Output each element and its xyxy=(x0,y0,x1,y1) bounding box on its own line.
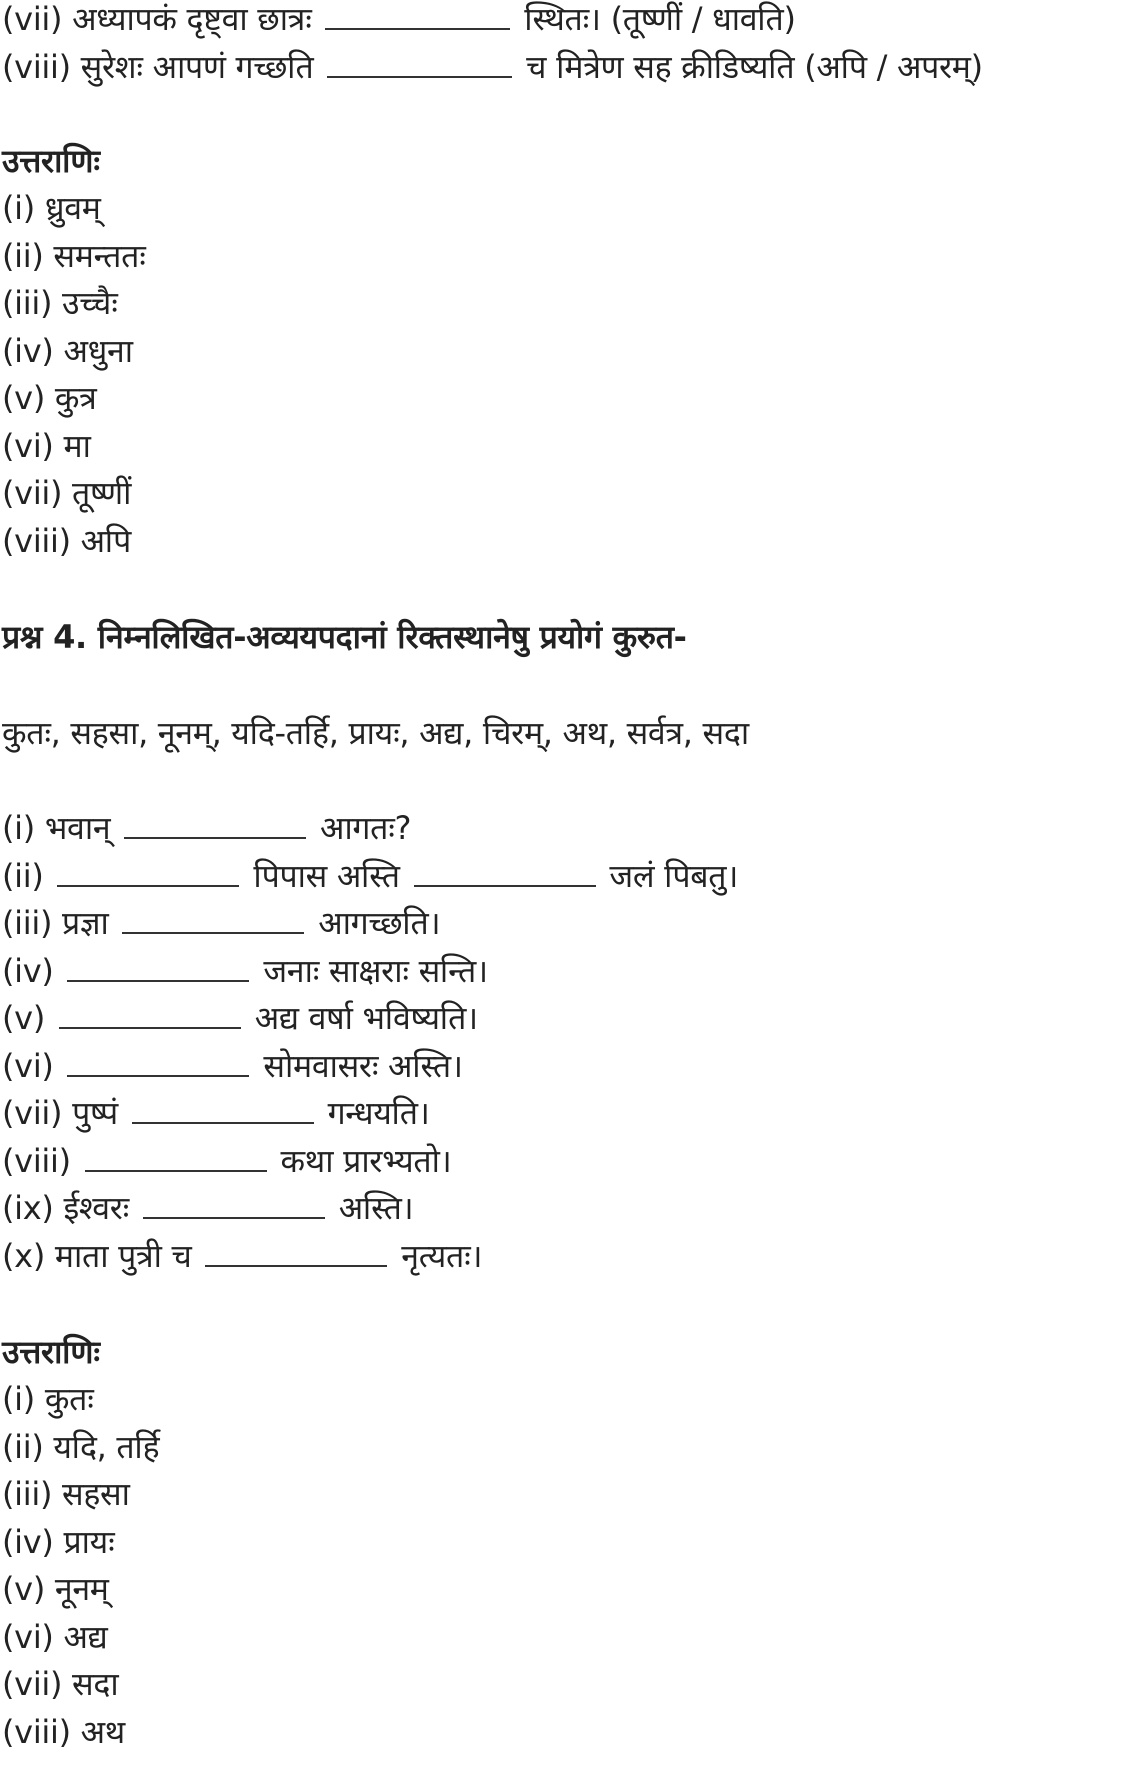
item-number: (vi) xyxy=(2,1046,54,1085)
item-text-after: च मित्रेण सह क्रीडिष्यति (अपि / अपरम्) xyxy=(526,48,983,86)
exercise3-item-viii xyxy=(2,43,1130,91)
answer4-item: (v) नूनम् xyxy=(2,1570,109,1608)
question4-item-ii xyxy=(2,853,1130,901)
item-text-after: सोमवासरः अस्ति। xyxy=(263,1046,463,1085)
answer3-item: (iii) उच्चैः xyxy=(2,284,118,322)
item-text-after: अस्ति। xyxy=(338,1189,414,1227)
answer4-item: (vii) सदा xyxy=(2,1665,119,1703)
answer3-item: (vi) मा xyxy=(2,426,91,465)
fill-blank xyxy=(122,902,304,934)
item-number: (viii) xyxy=(2,48,71,86)
fill-blank xyxy=(67,950,249,982)
item-number: (x) xyxy=(2,1236,46,1275)
item-text-before: सुरेशः आपणं गच्छति xyxy=(80,48,314,86)
question4-item-vi xyxy=(2,1043,1130,1091)
item-number: (ix) xyxy=(2,1189,54,1227)
answer4-item: (ii) यदि, तर्हि xyxy=(2,1427,160,1466)
fill-blank xyxy=(124,807,306,839)
answer4-item: (vi) अद्य xyxy=(2,1617,108,1656)
item-number: (iv) xyxy=(2,951,54,990)
question4-word-bank: कुतः, सहसा, नूनम्, यदि-तर्हि, प्रायः, अद्य, चिरम्, अथ, सर्वत्र, सदा xyxy=(2,714,749,752)
item-number: (iii) xyxy=(2,904,53,942)
item-text-after: गन्धयति। xyxy=(327,1094,430,1132)
item-text-before: प्रज्ञा xyxy=(62,904,109,942)
question4-item-v xyxy=(2,995,1130,1043)
item-text-before: ईश्वरः xyxy=(63,1189,129,1227)
item-number: (vii) xyxy=(2,0,63,38)
item-text-before: माता पुत्री च xyxy=(54,1236,192,1275)
item-number: (viii) xyxy=(2,1141,71,1180)
answer3-item: (iv) अधुना xyxy=(2,331,133,370)
fill-blank xyxy=(414,855,596,887)
fill-blank xyxy=(325,0,510,30)
item-number: (vii) xyxy=(2,1094,63,1132)
item-text-before: पुष्पं xyxy=(72,1094,118,1132)
item-text-after: आगतः? xyxy=(320,809,412,847)
fill-blank xyxy=(327,46,512,78)
question4-item-ix xyxy=(2,1185,1130,1233)
fill-blank xyxy=(205,1235,387,1267)
fill-blank xyxy=(59,997,241,1029)
item-text-after: नृत्यतः। xyxy=(401,1236,483,1275)
answer3-item: (ii) समन्ततः xyxy=(2,236,146,275)
answers3-heading: उत्तराणिः xyxy=(2,142,100,180)
answer4-item: (iii) सहसा xyxy=(2,1475,130,1513)
question4-item-i xyxy=(2,805,1130,853)
item-text-middle: पिपास अस्ति xyxy=(253,856,400,895)
fill-blank xyxy=(67,1045,249,1077)
item-text-after: जलं पिबतु। xyxy=(609,856,739,895)
fill-blank xyxy=(85,1140,267,1172)
question4-item-iv xyxy=(2,948,1130,996)
exercise3-item-vii xyxy=(2,0,1130,43)
answer4-item: (i) कुतः xyxy=(2,1380,94,1418)
answers4-heading: उत्तराणिः xyxy=(2,1333,100,1371)
question4-item-x xyxy=(2,1233,1130,1281)
answer4-item: (iv) प्रायः xyxy=(2,1522,115,1561)
item-text-after: जनाः साक्षराः सन्ति। xyxy=(263,951,488,990)
item-text-before: भवान् xyxy=(44,809,111,847)
item-text-before: अध्यापकं दृष्ट्वा छात्रः xyxy=(72,0,312,38)
item-text-after: आगच्छति। xyxy=(318,904,441,942)
answer4-item: (viii) अथ xyxy=(2,1712,125,1751)
item-text-after: कथा प्रारभ्यतो। xyxy=(280,1141,452,1180)
answer3-item: (v) कुत्र xyxy=(2,379,97,417)
item-number: (v) xyxy=(2,999,46,1037)
question4-title: प्रश्न 4. निम्नलिखित-अव्ययपदानां रिक्तस्थानेषु प्रयोगं कुरुत- xyxy=(2,618,687,656)
question4-item-viii xyxy=(2,1138,1130,1186)
item-number: (i) xyxy=(2,809,35,847)
answer3-item: (i) ध्रुवम् xyxy=(2,189,101,227)
item-text-after: स्थितः। (तूष्णीं / धावति) xyxy=(524,0,796,38)
item-number: (ii) xyxy=(2,856,44,895)
item-text-after: अद्य वर्षा भविष्यति। xyxy=(254,999,478,1037)
fill-blank xyxy=(132,1092,314,1124)
fill-blank xyxy=(57,855,239,887)
answer3-item: (viii) अपि xyxy=(2,521,131,560)
question4-item-iii xyxy=(2,900,1130,948)
fill-blank xyxy=(143,1187,325,1219)
answer3-item: (vii) तूष्णीं xyxy=(2,474,132,512)
question4-item-vii xyxy=(2,1090,1130,1138)
